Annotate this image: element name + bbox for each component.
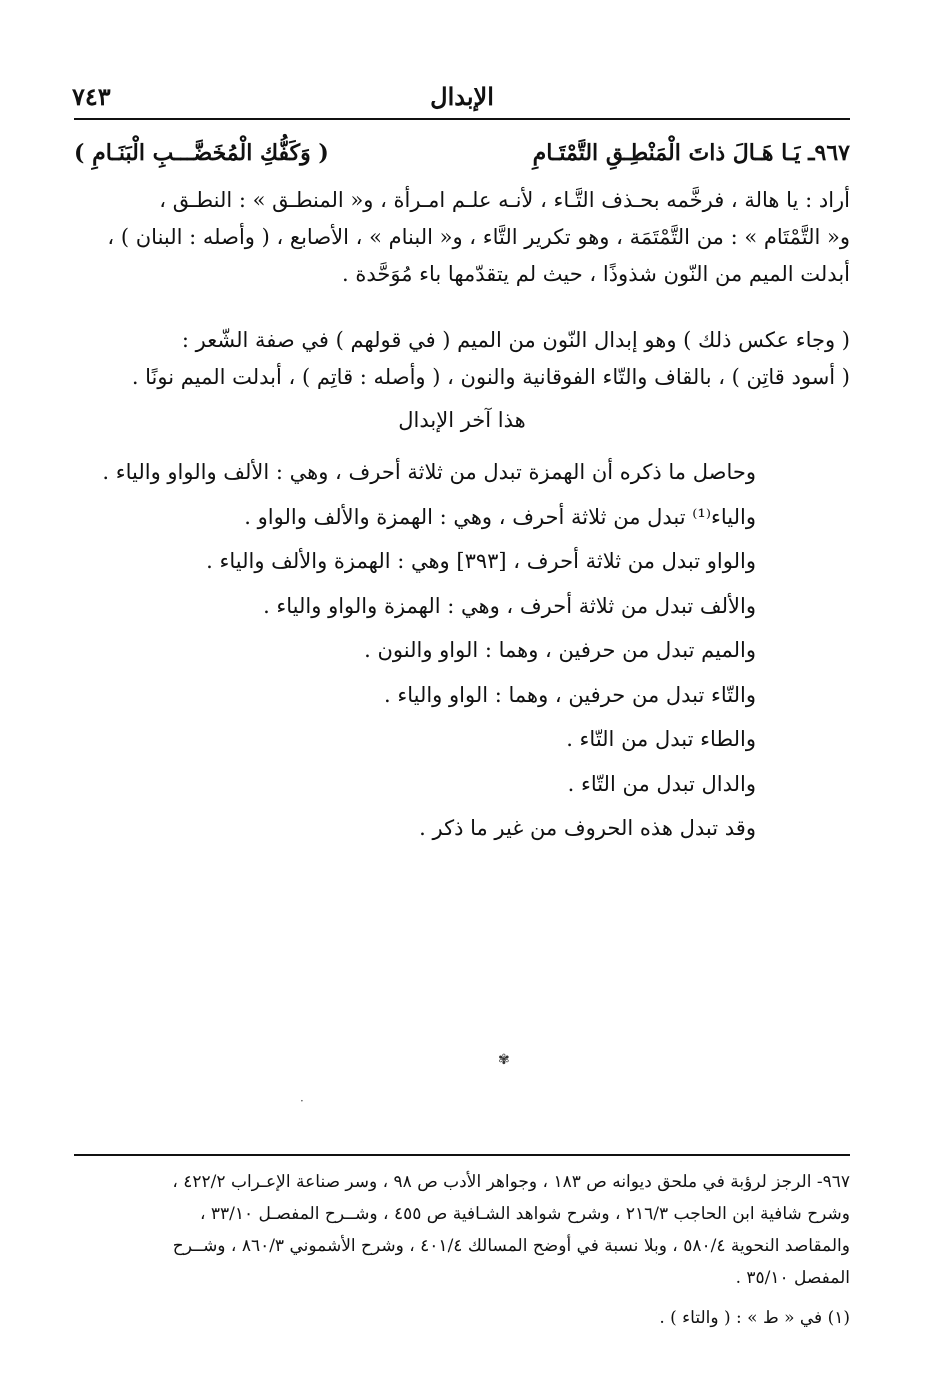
summary-line: والدال تبدل من التّاء .: [567, 771, 756, 796]
paragraph-line: ( وجاء عكس ذلك ) وهو إبدال النّون من الميم ( في قولهم ) في صفة الشّعر :: [181, 328, 850, 352]
summary-list: [74, 450, 850, 851]
verse-line: [74, 140, 850, 166]
footnote-line: المفصل ٣٥/١٠ .: [735, 1268, 850, 1288]
footnote-line: والمقاصد النحوية ٥٨٠/٤ ، وبلا نسبة في أوضح المسالك ٤٠١/٤ ، وشرح الأشموني ٨٦٠/٣ ، وشــرح: [172, 1236, 850, 1256]
paragraph-line: أبدلت الميم من النّون شذوذًا ، حيث لم يتقدّمها باء مُوَحَّدة .: [342, 262, 850, 286]
reverse-substitution-paragraph: [74, 322, 850, 396]
running-title: الإبدال: [430, 82, 494, 111]
paragraph-line: أراد : يا هالة ، فرخَّمه بحـذف التَّـاء ، لأنـه علـم امـرأة ، و« المنطـق » : النطـق ،: [159, 188, 850, 212]
printer-ornament: ✾: [498, 1052, 510, 1068]
paragraph-line: ( أسود قاتِن ) ، بالقاف والتّاء الفوقانية والنون ، ( وأصله : قاتِم ) ، أبدلت الميم نونًا .: [131, 365, 850, 389]
footnote-divider: [74, 1154, 850, 1156]
summary-line: والطاء تبدل من التّاء .: [566, 727, 756, 751]
verse-first-hemistich: ٩٦٧ـ يَـا هَـالَ ذاتَ الْمَنْطِـقِ التَّمْتَـامِ: [532, 140, 850, 166]
footnote-967: [74, 1166, 850, 1294]
summary-line: والميم تبدل من حرفين ، وهما : الواو والنون .: [364, 638, 756, 662]
section-heading: هذا آخر الإبدال: [398, 408, 526, 432]
summary-line: والياء⁽¹⁾ تبدل من ثلاثة أحرف ، وهي : الهمزة والألف والواو .: [244, 504, 756, 529]
scan-speck: ·: [300, 1094, 304, 1108]
footnote-line: وشرح شافية ابن الحاجب ٢١٦/٣ ، وشرح شواهد الشـافية ص ٤٥٥ ، وشــرح المفصـل ٣٣/١٠ ،: [199, 1204, 850, 1224]
summary-line: والواو تبدل من ثلاثة أحرف ، [٣٩٣] وهي : الهمزة والألف والياء .: [206, 549, 756, 573]
page-header: [72, 82, 852, 122]
footnote-1: (١) في « ط » : ( والتاء ) .: [659, 1308, 850, 1328]
header-divider: [74, 118, 850, 120]
page-number: ٧٤٣: [72, 82, 111, 111]
summary-line: والألف تبدل من ثلاثة أحرف ، وهي : الهمزة والواو والياء .: [263, 593, 756, 618]
summary-line: والتّاء تبدل من حرفين ، وهما : الواو والياء .: [383, 682, 756, 707]
footnote-line: ٩٦٧- الرجز لرؤبة في ملحق ديوانه ص ١٨٣ ، وجواهر الأدب ص ٩٨ ، وسر صناعة الإعـراب ٤٢٢/٢ ،: [172, 1172, 850, 1192]
summary-line: وحاصل ما ذكره أن الهمزة تبدل من ثلاثة أحرف ، وهي : الألف والواو والياء .: [102, 460, 756, 484]
paragraph-line: و« التَّمْتَام » : من التَّمْتَمَة ، وهو تكرير التَّاء ، و« البنام » ، الأصابع ، ( وأصله : البنان ) ،: [107, 225, 850, 249]
summary-line: وقد تبدل هذه الحروف من غير ما ذكر .: [419, 816, 756, 840]
verse-second-hemistich: ( وَكَفُّكِ الْمُخَضَّـــبِ الْبَنَـامِ ): [74, 140, 329, 166]
commentary-paragraph: [74, 182, 850, 293]
